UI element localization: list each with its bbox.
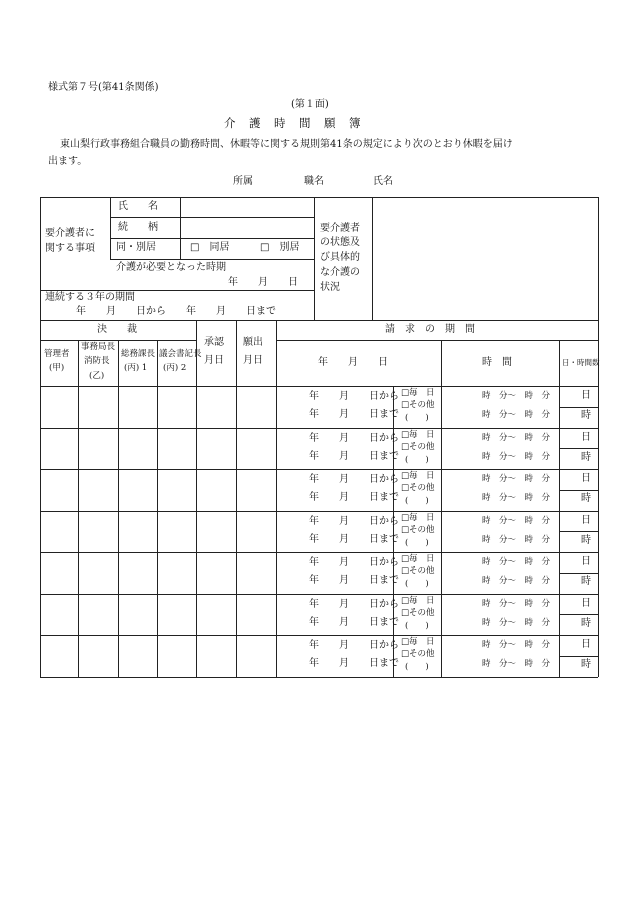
row-other-paren: ( ) [405,662,429,672]
care-relation-label: 続 柄 [118,222,158,233]
approver-manager-1: 管理者 [44,349,70,359]
row-time-to: 時 分～ 時 分 [482,534,551,545]
intro-line-2: 出ます。 [48,156,88,167]
need-period-label: 介護が必要となった時期 [116,262,226,273]
approver-general-1: 総務課長 [121,349,156,359]
page-label: (第１面) [291,99,329,110]
row-unit-hour: 時 [581,576,591,587]
cohab-option-together: □ 同居 [190,242,230,253]
approval-label-2: 月日 [204,355,224,366]
row-time-from: 時 分～ 時 分 [482,391,551,401]
row-unit-day: 日 [581,556,591,567]
unit-divider [559,407,598,408]
position-label: 職名 [304,176,324,187]
row-from: 年 月 日から [309,474,399,485]
approver-secretary-2: 消防長 [84,356,110,366]
intro-line-1: 東山梨行政事務組合職員の勤務時間、休暇等に関する規則第41条の規定により次のとおり休暇を届け [60,139,513,150]
row-divider [40,594,598,595]
care-section-label-1: 要介護者に [45,228,95,239]
continuous-period-range: 年 月 日から 年 月 日まで [76,306,276,317]
row-other-option: □その他 [401,649,435,659]
cohab-label: 同・別居 [116,242,156,253]
approver-secretary-1: 事務局長 [81,342,116,352]
row-other-option: □その他 [401,483,435,493]
row-from: 年 月 日から [309,598,399,610]
approver-council-1: 議会書記長 [159,349,202,359]
state-label-2: の状態及 [320,237,360,248]
row-other-paren: ( ) [405,496,429,506]
units-column-header: 日・時間数 [562,358,600,367]
row-daily-option: □毎 日 [401,554,435,564]
row-time-to: 時 分～ 時 分 [482,451,551,462]
row-time-to: 時 分～ 時 分 [482,617,551,628]
row-to: 年 月 日まで [309,658,399,669]
row-time-to: 時 分～ 時 分 [482,659,551,669]
row-from: 年 月 日から [309,640,399,651]
date-column-header: 年 月 日 [318,357,388,368]
approver-general-2: (丙) 1 [124,363,148,373]
row-unit-day: 日 [581,431,591,443]
time-column-header: 時 間 [482,357,512,368]
affiliation-label: 所属 [233,176,253,187]
row-other-paren: ( ) [405,454,429,465]
row-to: 年 月 日まで [309,492,399,503]
cohab-option-separate: □ 別居 [260,242,300,253]
approver-council-2: (丙) 2 [163,363,187,373]
row-to: 年 月 日まで [309,533,399,545]
application-label-1: 願出 [243,337,263,348]
row-to: 年 月 日まで [309,450,399,462]
row-daily-option: □毎 日 [401,512,435,523]
row-other-option: □その他 [401,441,435,452]
row-unit-hour: 時 [581,410,591,421]
state-label-5: 状況 [320,282,340,293]
row-time-from: 時 分～ 時 分 [482,598,551,609]
row-daily-option: □毎 日 [401,388,435,398]
row-unit-hour: 時 [581,451,591,463]
row-time-to: 時 分～ 時 分 [482,410,551,420]
care-name-label: 氏 名 [118,201,158,212]
row-other-paren: ( ) [405,620,429,631]
row-time-from: 時 分～ 時 分 [482,640,551,650]
row-unit-hour: 時 [581,534,591,546]
name-label: 氏名 [373,176,393,187]
row-unit-day: 日 [581,639,591,650]
row-other-option: □その他 [401,400,435,410]
row-unit-day: 日 [581,514,591,526]
form-ref: 様式第７号(第41条関係) [48,82,159,93]
unit-divider [559,573,598,574]
row-divider [40,511,598,512]
unit-divider [559,448,598,449]
row-time-to: 時 分～ 時 分 [482,576,551,586]
unit-divider [559,490,598,491]
care-section-label-2: 関する事項 [45,243,95,254]
row-divider [40,552,598,553]
row-daily-option: □毎 日 [401,429,435,440]
row-to: 年 月 日まで [309,575,399,586]
row-daily-option: □毎 日 [401,595,435,606]
row-to: 年 月 日まで [309,616,399,628]
row-other-option: □その他 [401,566,435,576]
continuous-period-label: 連続する３年の期間 [45,292,135,303]
row-time-to: 時 分～ 時 分 [482,493,551,503]
row-other-option: □その他 [401,607,435,618]
row-other-option: □その他 [401,524,435,535]
row-from: 年 月 日から [309,391,399,402]
row-time-from: 時 分～ 時 分 [482,474,551,484]
row-daily-option: □毎 日 [401,637,435,647]
row-divider [40,635,598,636]
row-unit-hour: 時 [581,493,591,504]
decision-header: 決 裁 [97,324,137,335]
row-time-from: 時 分～ 時 分 [482,432,551,443]
row-other-paren: ( ) [405,537,429,548]
row-other-paren: ( ) [405,579,429,589]
approver-secretary-3: (乙) [89,371,105,381]
request-period-header: 請 求 の 期 間 [385,324,475,335]
row-unit-day: 日 [581,597,591,609]
row-unit-day: 日 [581,473,591,484]
row-daily-option: □毎 日 [401,471,435,481]
unit-divider [559,656,598,657]
approval-label-1: 承認 [204,337,224,348]
need-period-date: 年 月 日 [228,277,298,288]
state-label-3: び具体的 [320,252,360,263]
row-divider [40,469,598,470]
row-to: 年 月 日まで [309,409,399,420]
row-divider [40,428,598,429]
row-unit-hour: 時 [581,617,591,629]
row-from: 年 月 日から [309,557,399,568]
state-label-4: な介護の [320,267,360,278]
application-label-2: 月日 [243,355,263,366]
row-unit-day: 日 [581,390,591,401]
unit-divider [559,531,598,532]
row-from: 年 月 日から [309,515,399,527]
row-other-paren: ( ) [405,413,429,423]
row-unit-hour: 時 [581,659,591,670]
approver-manager-2: (甲) [49,363,65,373]
row-from: 年 月 日から [309,432,399,444]
row-time-from: 時 分～ 時 分 [482,557,551,567]
row-time-from: 時 分～ 時 分 [482,515,551,526]
state-label-1: 要介護者 [320,223,360,234]
page-title: 介 護 時 間 願 簿 [224,116,362,130]
unit-divider [559,614,598,615]
